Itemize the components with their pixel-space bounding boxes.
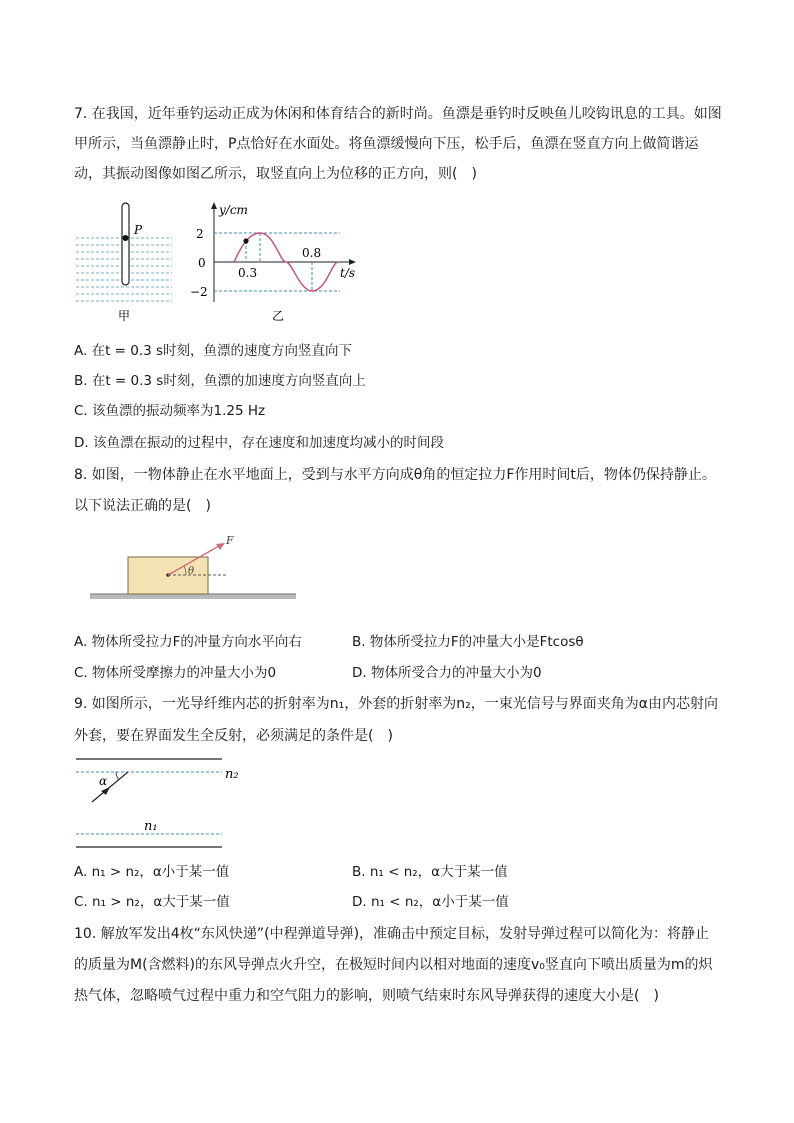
q7-option-a[interactable]: A. 在t = 0.3 s时刻，鱼漂的速度方向竖直向下: [74, 343, 353, 359]
q7-line-1: 7. 在我国，近年垂钓运动正成为休闲和体育结合的新时尚。鱼漂是垂钓时反映鱼儿咬钩讯息的工具。如图: [74, 106, 722, 122]
y-axis-label: y/cm: [219, 203, 248, 217]
x-axis-label: t/s: [340, 266, 356, 280]
q7-option-b[interactable]: B. 在t = 0.3 s时刻，鱼漂的加速度方向竖直向上: [74, 373, 366, 389]
caption-yi: 乙: [272, 309, 285, 323]
q8-option-c[interactable]: C. 物体所受摩擦力的冲量大小为0: [74, 665, 277, 681]
tick-03: 0.3: [238, 266, 258, 280]
q10-line-2: 的质量为M(含燃料)的东风导弹点火升空，在极短时间内以相对地面的速度v₀竖直向下喷出质量为m的炽: [74, 957, 713, 973]
q8-figure: [86, 534, 326, 614]
label-f: F: [226, 534, 234, 547]
q7-line-3: 动，其振动图像如图乙所示，取竖直向上为位移的正方向，则( ): [74, 166, 477, 182]
ground: [90, 594, 296, 599]
point-t03: [243, 238, 248, 243]
label-n2: n₂: [225, 767, 239, 782]
tick-08: 0.8: [302, 246, 322, 260]
q10-line-1: 10. 解放军发出4枚“东风快递”(中程弹道导弹)，准确击中预定目标，发射导弹过程可以简化为：将静止: [74, 926, 710, 942]
label-p: P: [134, 223, 143, 237]
q7-option-c[interactable]: C. 该鱼漂的振动频率为1.25 Hz: [74, 403, 266, 419]
q8-option-b[interactable]: B. 物体所受拉力F的冲量大小是Ftcosθ: [352, 634, 584, 650]
vibration-graph: [190, 202, 356, 323]
q7-figure: [74, 198, 374, 328]
q9-figure: [72, 754, 252, 854]
q8-option-d[interactable]: D. 物体所受合力的冲量大小为0: [352, 665, 542, 681]
q8-option-a[interactable]: A. 物体所受拉力F的冲量方向水平向右: [74, 634, 302, 650]
q10-line-3: 热气体，忽略喷气过程中重力和空气阻力的影响，则喷气结束时东风导弹获得的速度大小是( ): [74, 988, 659, 1004]
fishing-float: [122, 203, 129, 285]
label-theta: θ: [188, 566, 195, 577]
q9-option-c[interactable]: C. n₁ > n₂，α大于某一值: [74, 894, 230, 910]
q9-option-d[interactable]: D. n₁ < n₂，α小于某一值: [352, 894, 509, 910]
label-n1: n₁: [144, 819, 158, 834]
tick-2: 2: [196, 227, 204, 241]
caption-jia: 甲: [118, 309, 131, 323]
point-p: [123, 235, 129, 241]
q9-option-b[interactable]: B. n₁ < n₂，α大于某一值: [352, 864, 508, 880]
tick-0: 0: [198, 256, 206, 270]
label-alpha: α: [99, 774, 108, 788]
q8-line-2: 以下说法正确的是( ): [74, 498, 211, 514]
y-axis-arrow: [211, 202, 217, 209]
x-axis-arrow: [349, 259, 356, 265]
q8-line-1: 8. 如图，一物体静止在水平地面上，受到与水平方向成θ角的恒定拉力F作用时间t后，物体仍保持静止。: [74, 467, 716, 483]
q7-line-2: 甲所示，当鱼漂静止时，P点恰好在水面处。将鱼漂缓慢向下压，松手后，鱼漂在竖直方向上做简谐运: [74, 136, 699, 152]
q7-option-d[interactable]: D. 该鱼漂在振动的过程中，存在速度和加速度均减小的时间段: [74, 435, 444, 451]
tick-neg2: −2: [190, 285, 208, 299]
q9-line-2: 外套，要在界面发生全反射，必须满足的条件是( ): [74, 728, 393, 744]
q9-option-a[interactable]: A. n₁ > n₂，α小于某一值: [74, 864, 230, 880]
alpha-arc: [116, 772, 119, 780]
q9-line-1: 9. 如图所示，一光导纤维内芯的折射率为n₁，外套的折射率为n₂，一束光信号与界面夹角为α由内芯射向: [74, 696, 719, 712]
